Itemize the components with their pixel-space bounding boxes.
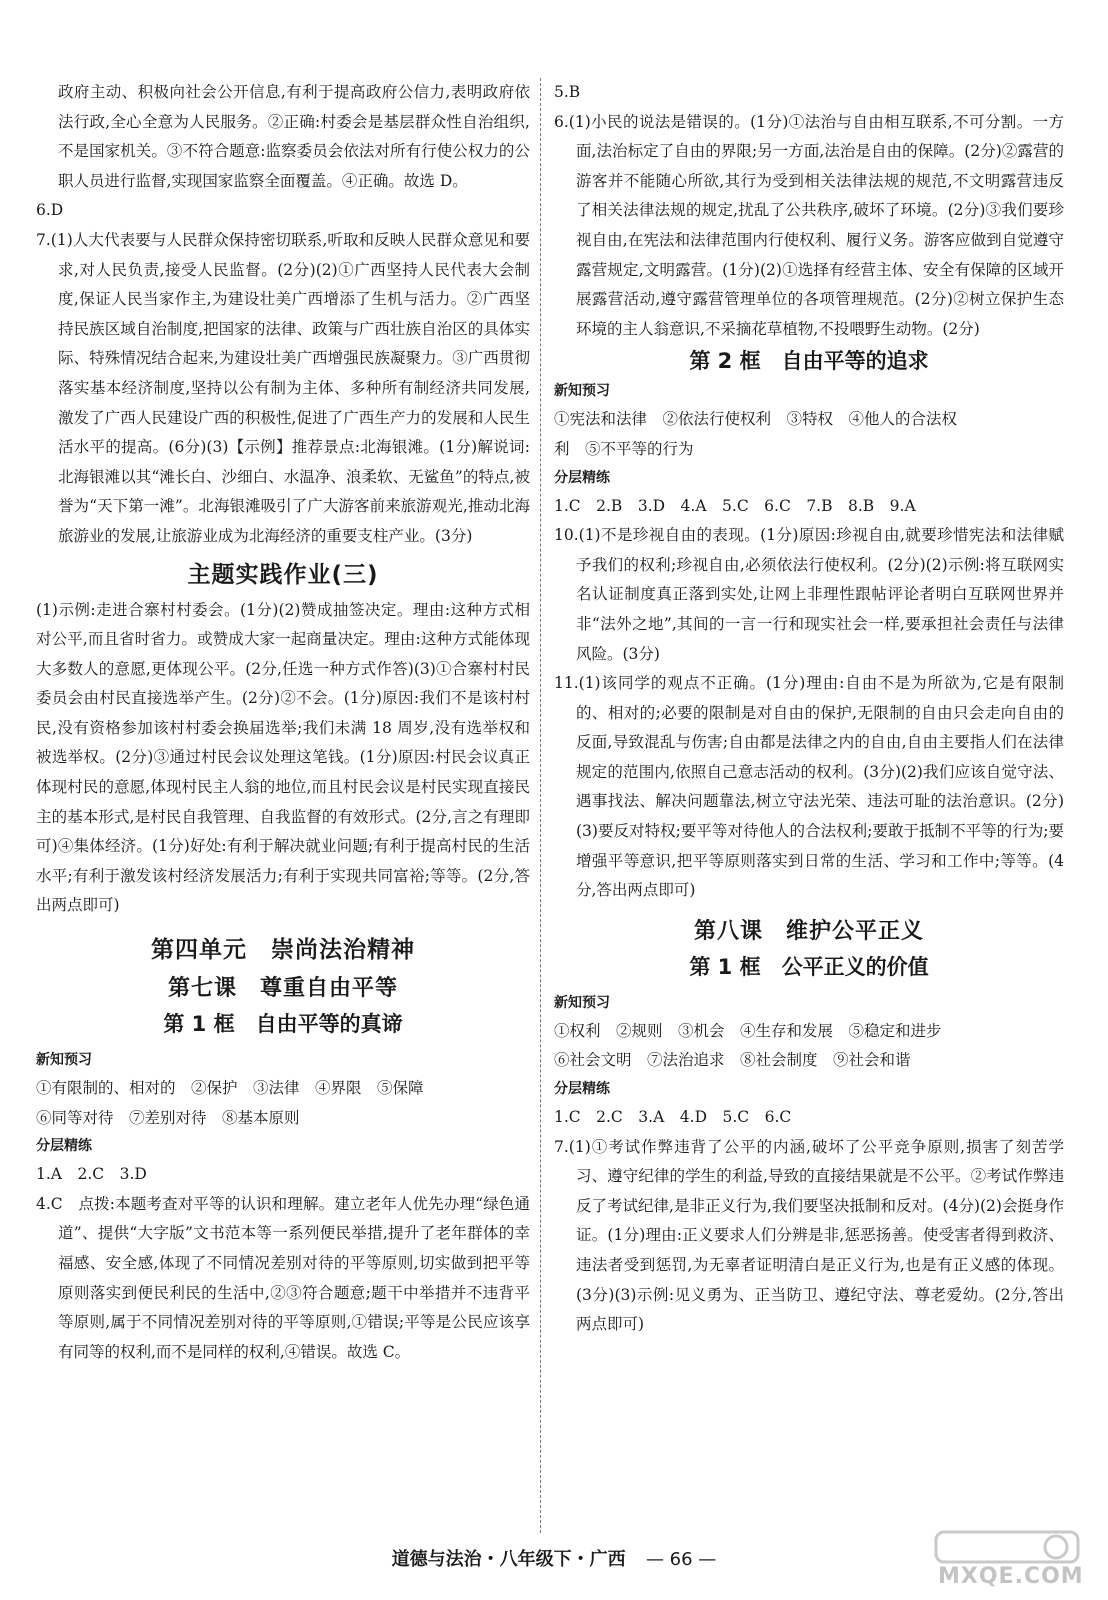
watermark-logo [932,1528,1082,1590]
preview2-line-1: ①宪法和法律 ②依法行使权利 ③特权 ④他人的合法权 [554,410,958,429]
frame-heading: 第 1 框 自由平等的真谛 [163,1012,403,1037]
preview2-line-2: 利 ⑤不平等的行为 [554,439,694,458]
answer-7: 7.(1)人大代表要与人民群众保持密切联系,听取和反映人民群众意见和要求,对人民负责,接受人民监督。(2分)(2)①广西坚持人民代表大会制度,保证人民当家作主,为建设壮美广西增添了生机与活力。②广西坚持民族区域自治制度,把国家的法律、政策与广西壮族自治区的具体实际、特殊情况结合起来,为建设壮美广西增强民族凝聚力。③广西贯彻落实基本经济制度,坚持以公有制为主体、多种所有制经济共同发展,激发了广西人民建设广西的积极性,促进了广西生产力的发展和人民生活水平的提高。(6分)(3)【示例】推荐景点:北海银滩。(1分)解说词:北海银滩以其“滩长白、沙细白、水温净、浪柔软、无鲨鱼”的特点,被誉为“天下第一滩”。北海银滩吸引了广大游客前来旅游观光,推动北海旅游业的发展,让旅游业成为北海经济的重要支柱产业。(3分) [36,230,530,545]
column-divider [540,78,541,1533]
answer-11: 11.(1)该同学的观点不正确。(1分)理由:自由不是为所欲为,它是有限制的、相对的;必要的限制是对自由的保护,无限制的自由只会走向自由的反面,导致混乱与伤害;自由都是法律之内的自由,自由主要指人们在法律规定的范围内,依照自己意志活动的权利。(3分)(2)我们应该自觉守法、遇事找法、解决问题靠法,树立守法光荣、违法可耻的法治意识。(2分)(3)要反对特权;要平等对待他人的合法权利;要敢于抵制不平等的行为;要增强平等意识,把平等原则落实到日常的生活、学习和工作中;等等。(4分,答出两点即可) [554,674,1064,900]
practice-heading: 主题实践作业(三) [187,561,379,588]
drill-label-8: 分层精练 [554,1081,610,1098]
page-number: — 66 — [645,1549,717,1570]
preview8-line-2: ⑥社会文明 ⑦法治追求 ⑧社会制度 ⑨社会和谐 [554,1051,911,1070]
lesson-heading: 第七课 尊重自由平等 [167,976,398,1002]
right-column [554,78,1064,1340]
preview-line-1: ①有限制的、相对的 ②保护 ③法律 ④界限 ⑤保障 [36,1079,424,1098]
frame-2-heading: 第 2 框 自由平等的追求 [689,349,929,374]
answer-continuation: 政府主动、积极向社会公开信息,有利于提高政府公信力,表明政府依法行政,全心全意为人民服务。②正确:村委会是基层群众性自治组织,不是国家机关。③不符合题意:监察委员会依法对所有行使公权力的公职人员进行监督,实现国家监察全面覆盖。④正确。故选 D。 [58,83,530,190]
watermark-text: MXQE.COM [938,1564,1084,1589]
answer-6-right: 6.(1)小民的说法是错误的。(1分)①法治与自由相互联系,不可分割。一方面,法治标定了自由的界限;另一方面,法治是自由的保障。(2分)②露营的游客并不能随心所欲,其行为受到相关法律法规的规范,不文明露营违反了相关法律法规的规定,扰乱了公共秩序,破坏了环境。(2分)③我们要珍视自由,在宪法和法律范围内行使权利、履行义务。游客应做到自觉遵守露营规定,文明露营。(1分)(2)①选择有经营主体、安全有保障的区域开展露营活动,遵守露营管理单位的各项管理规范。(2分)②树立保护生态环境的主人翁意识,不采摘花草植物,不投喂野生动物。(2分) [554,112,1064,338]
unit-heading: 第四单元 崇尚法治精神 [151,937,415,964]
drill8-answers: 1.C 2.C 3.A 4.D 5.C 6.C [554,1108,792,1127]
preview-label: 新知预习 [36,1052,92,1069]
preview-line-2: ⑥同等对待 ⑦差别对待 ⑧基本原则 [36,1108,300,1127]
answer-6: 6.D [36,201,64,220]
answer-5: 5.B [554,83,581,101]
footer-book-title: 道德与法治・八年级下・广西 [391,1549,626,1570]
drill2-answers: 1.C 2.B 3.D 4.A 5.C 6.C 7.B 8.B 9.A [554,496,916,515]
preview-label-2: 新知预习 [554,383,610,400]
left-column [36,78,530,1367]
drill-answers: 1.A 2.C 3.D [36,1165,147,1184]
frame-8-heading: 第 1 框 公平正义的价值 [689,954,929,979]
lesson-8-heading: 第八课 维护公平正义 [693,918,924,944]
preview-label-8: 新知预习 [554,994,610,1011]
answer-7-right: 7.(1)①考试作弊违背了公平的内涵,破坏了公平竞争原则,损害了刻苦学习、遵守纪律的学生的利益,导致的直接结果就是不公平。②考试作弊违反了考试纪律,是非正义行为,我们要坚决抵制和反对。(4分)(2)会挺身作证。(1分)理由:正义要求人们分辨是非,惩恶扬善。使受害者得到救济、违法者受到惩罚,为无辜者证明清白是正义行为,也是有正义感的体现。(3分)(3)示例:见义勇为、正当防卫、遵纪守法、尊老爱幼。(2分,答出两点即可) [554,1137,1064,1334]
answer-10: 10.(1)不是珍视自由的表现。(1分)原因:珍视自由,就要珍惜宪法和法律赋予我们的权利;珍视自由,必须依法行使权利。(2分)(2)示例:将互联网实名认证制度真正落到实处,让网上非理性跟帖评论者明白互联网世界并非“法外之地”,其间的一言一行和现实社会一样,要承担社会责任与法律风险。(3分) [554,526,1064,663]
answer-4: 4.C 点拨:本题考查对平等的认识和理解。建立老年人优先办理“绿色通道”、提供“大字版”文书范本等一系列便民举措,提升了老年群体的幸福感、安全感,体现了不同情况差别对待的平等原则,切实做到把平等原则落实到便民利民的生活中,②③符合题意;题干中举措并不违背平等原则,属于不同情况差别对待的平等原则,①错误;平等是公民应该享有同等的权利,而不是同样的权利,④错误。故选 C。 [36,1194,530,1361]
practice-answer: (1)示例:走进合寨村村委会。(1分)(2)赞成抽签决定。理由:这种方式相对公平,而且省时省力。或赞成大家一起商量决定。理由:这种方式能体现大多数人的意愿,更体现公平。(2分,任选一种方式作答)(3)①合寨村村民委员会由村民直接选举产生。(2分)②不会。(1分)原因:我们不是该村村民,没有资格参加该村村委会换届选举;我们未满 18 周岁,没有选举权和被选举权。(2分)③通过村民会议处理这笔钱。(1分)原因:村民会议真正体现村民的意愿,体现村民主人翁的地位,而且村民会议是村民实现直接民主的基本形式,是村民自我管理、自我监督的有效形式。(2分,言之有理即可)④集体经济。(1分)好处:有利于解决就业问题;有利于提高村民的生活水平;有利于激发该村经济发展活力;有利于实现共同富裕;等等。(2分,答出两点即可) [36,600,530,915]
drill-label: 分层精练 [36,1138,92,1155]
drill-label-2: 分层精练 [554,469,610,486]
preview8-line-1: ①权利 ②规则 ③机会 ④生存和发展 ⑤稳定和进步 [554,1021,942,1040]
